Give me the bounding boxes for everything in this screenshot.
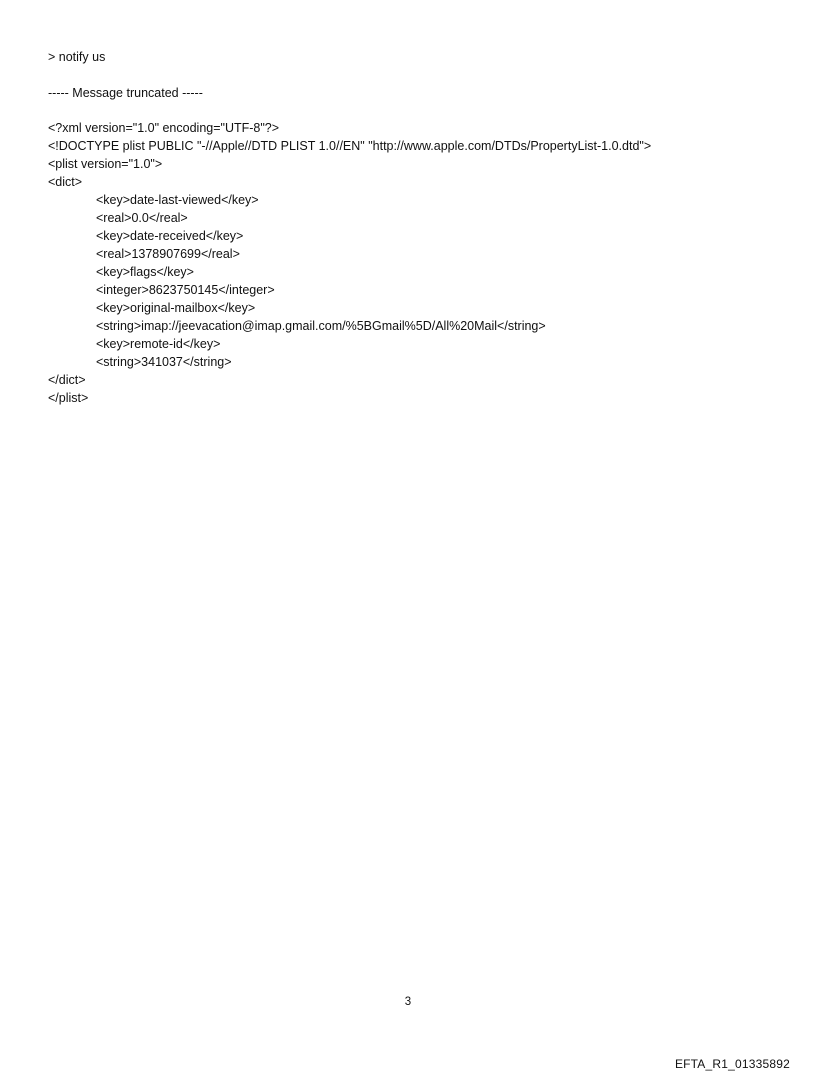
plist-open-line: <plist version="1.0"> xyxy=(48,157,163,171)
dict-open-line: <dict> xyxy=(48,175,83,189)
xml-declaration-line: <?xml version="1.0" encoding="UTF-8"?> xyxy=(48,121,280,135)
plist-key-line: <key>flags</key> xyxy=(96,265,194,279)
plist-key-line: <key>date-last-viewed</key> xyxy=(96,193,259,207)
truncation-notice: ----- Message truncated ----- xyxy=(48,86,203,100)
plist-key-line: <key>date-received</key> xyxy=(96,229,244,243)
plist-value-line: <real>0.0</real> xyxy=(96,211,188,225)
plist-value-line: <string>341037</string> xyxy=(96,355,232,369)
doctype-line: <!DOCTYPE plist PUBLIC "-//Apple//DTD PLIST 1.0//EN" "http://www.apple.com/DTDs/PropertyList-1.0.dtd"> xyxy=(48,139,652,153)
document-id: EFTA_R1_01335892 xyxy=(674,1057,790,1071)
plist-close-line: </plist> xyxy=(48,391,89,405)
dict-close-line: </dict> xyxy=(48,373,86,387)
plist-value-line: <real>1378907699</real> xyxy=(96,247,240,261)
plist-key-line: <key>original-mailbox</key> xyxy=(96,301,256,315)
plist-key-line: <key>remote-id</key> xyxy=(96,337,221,351)
plist-value-line: <string>imap://jeevacation@imap.gmail.com/%5BGmail%5D/All%20Mail</string> xyxy=(96,319,546,333)
plist-value-line: <integer>8623750145</integer> xyxy=(96,283,275,297)
quoted-text-line: > notify us xyxy=(48,50,106,64)
page-number: 3 xyxy=(404,996,412,1008)
